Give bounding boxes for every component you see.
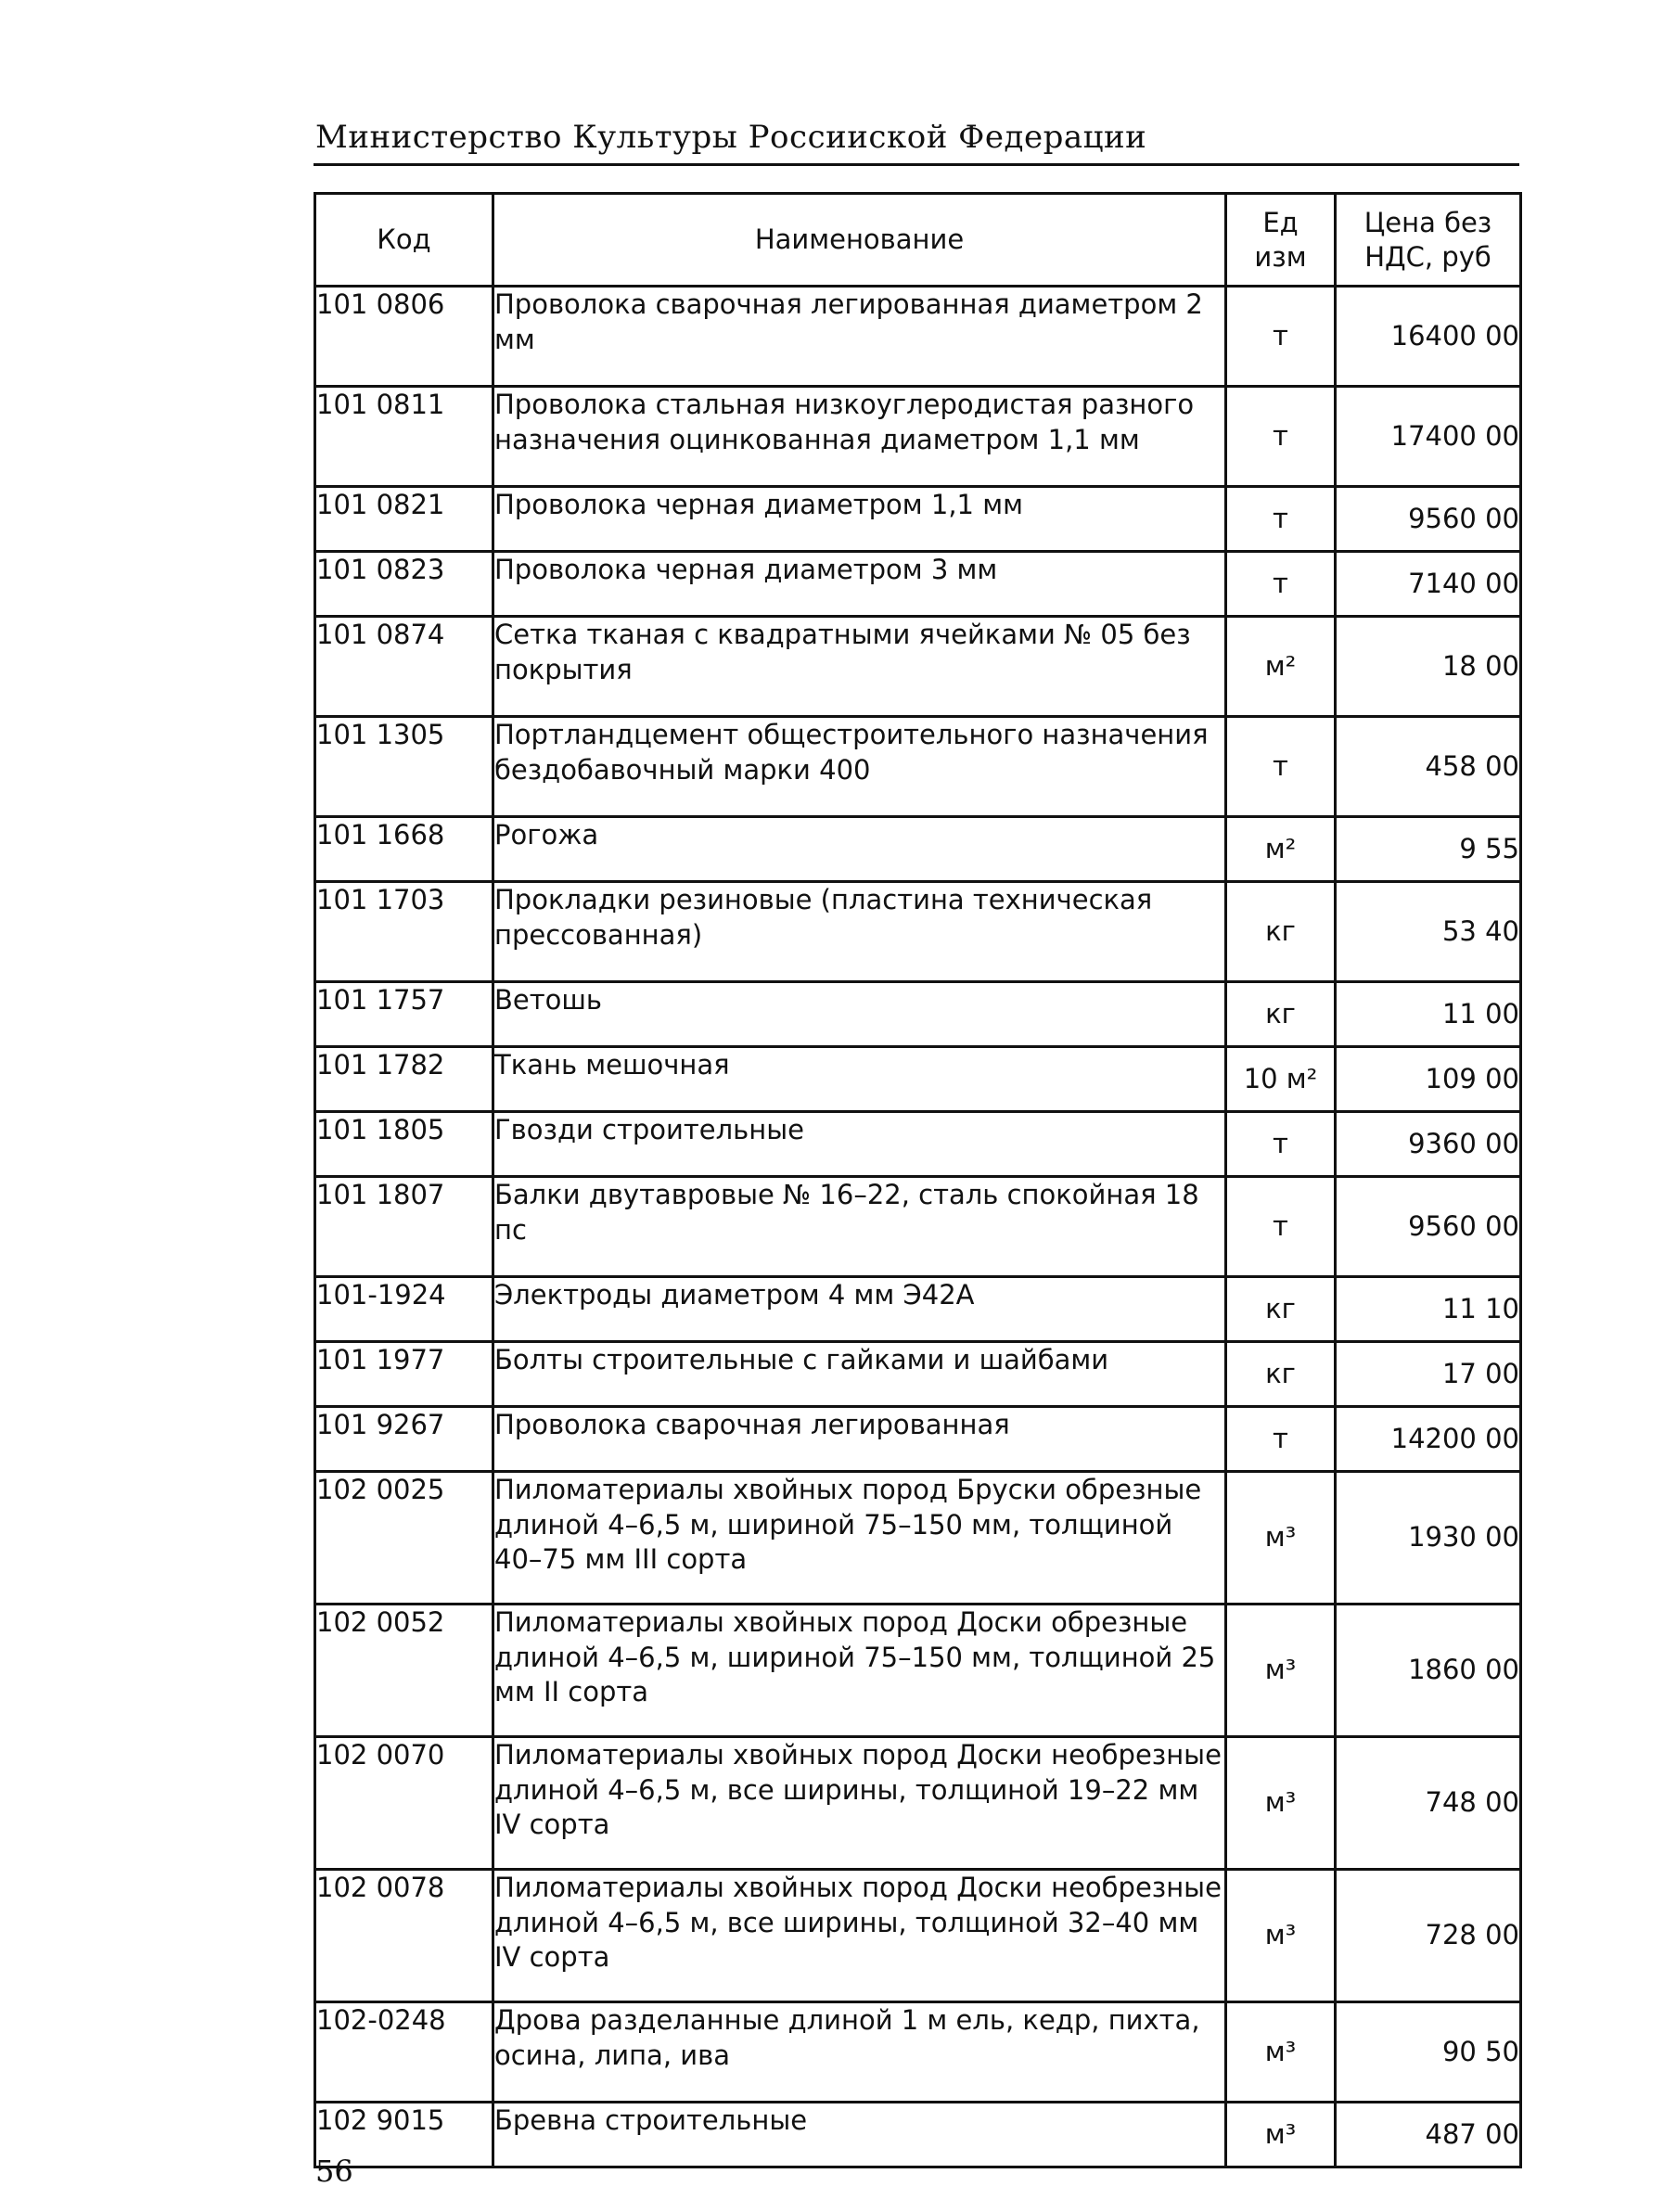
cell-code: 101 0821	[315, 487, 493, 552]
cell-price: 7140 00	[1336, 552, 1521, 617]
unit-value: 10 м²	[1243, 1062, 1318, 1094]
cell-code: 102 0052	[315, 1605, 493, 1737]
cell-code: 101 0874	[315, 617, 493, 717]
cell-name	[493, 1407, 1226, 1472]
cell-code: 101 1807	[315, 1177, 493, 1277]
cell-name	[493, 1177, 1226, 1277]
cell-code: 101 0823	[315, 552, 493, 617]
column-header-name: Наименование	[493, 194, 1226, 287]
cell-name	[493, 982, 1226, 1047]
cell-unit	[1226, 552, 1336, 617]
item-name: Болты строительные с гайками и шайбами	[494, 1344, 1109, 1375]
item-name: Гвозди строительные	[494, 1114, 804, 1145]
cell-code: 102-0248	[315, 2002, 493, 2103]
cell-unit	[1226, 982, 1336, 1047]
table-row	[315, 552, 1521, 617]
cell-price: 9360 00	[1336, 1112, 1521, 1177]
cell-code: 101 1782	[315, 1047, 493, 1112]
unit-value: м²	[1264, 649, 1297, 682]
cell-unit	[1226, 1277, 1336, 1342]
cell-price: 11 10	[1336, 1277, 1521, 1342]
cell-price: 17 00	[1336, 1342, 1521, 1407]
unit-value: м³	[1264, 1786, 1297, 1819]
unit-value: т	[1273, 567, 1288, 599]
cell-price: 11 00	[1336, 982, 1521, 1047]
price-table	[314, 192, 1522, 2168]
table-header-row	[315, 194, 1521, 287]
table-row	[315, 882, 1521, 982]
item-name: Электроды диаметром 4 мм Э42А	[494, 1279, 975, 1311]
cell-unit	[1226, 1870, 1336, 2002]
unit-value: т	[1273, 1127, 1288, 1159]
cell-code: 102 0078	[315, 1870, 493, 2002]
cell-name	[493, 1342, 1226, 1407]
item-name: Бревна строительные	[494, 2104, 808, 2136]
table-row	[315, 1737, 1521, 1870]
cell-code: 101 1305	[315, 717, 493, 817]
cell-code: 101 1703	[315, 882, 493, 982]
cell-code: 101 1977	[315, 1342, 493, 1407]
item-name: Балки двутавровые № 16–22, сталь спокойная 18 пс	[494, 1179, 1199, 1246]
cell-code: 101 1757	[315, 982, 493, 1047]
table-row	[315, 717, 1521, 817]
table-row	[315, 2002, 1521, 2103]
unit-value: м³	[1264, 1521, 1297, 1554]
cell-unit	[1226, 1112, 1336, 1177]
cell-price: 728 00	[1336, 1870, 1521, 2002]
cell-price: 1930 00	[1336, 1472, 1521, 1605]
item-name: Рогожа	[494, 819, 599, 850]
table-row	[315, 1870, 1521, 2002]
item-name: Проволока сварочная легированная диаметром 2 мм	[494, 288, 1203, 355]
cell-code: 101-1924	[315, 1277, 493, 1342]
table-row	[315, 387, 1521, 487]
cell-code: 102 0025	[315, 1472, 493, 1605]
item-name: Проволока сварочная легированная	[494, 1409, 1010, 1440]
cell-price: 487 00	[1336, 2103, 1521, 2167]
cell-name	[493, 1047, 1226, 1112]
cell-name	[493, 1737, 1226, 1870]
item-name: Пиломатериалы хвойных пород Доски необрезные длиной 4–6,5 м, все ширины, толщиной 32–40 мм IV сорта	[494, 1872, 1222, 1974]
cell-price: 16400 00	[1336, 287, 1521, 387]
item-name: Дрова разделанные длиной 1 м ель, кедр, пихта, осина, липа, ива	[494, 2004, 1200, 2071]
item-name: Проволока стальная низкоуглеродистая разного назначения оцинкованная диаметром 1,1 мм	[494, 389, 1195, 455]
unit-value: м³	[1264, 2035, 1297, 2067]
column-header-price: Цена без НДС, руб	[1336, 194, 1521, 287]
cell-price: 53 40	[1336, 882, 1521, 982]
cell-code: 101 1668	[315, 817, 493, 882]
item-name: Сетка тканая с квадратными ячейками № 05 без покрытия	[494, 619, 1191, 685]
cell-code: 101 1805	[315, 1112, 493, 1177]
item-name: Ветошь	[494, 984, 602, 1016]
cell-name	[493, 2002, 1226, 2103]
column-header-unit: Ед изм	[1226, 194, 1336, 287]
cell-unit	[1226, 1407, 1336, 1472]
unit-value: кг	[1265, 1357, 1296, 1389]
cell-unit	[1226, 287, 1336, 387]
table-row	[315, 287, 1521, 387]
cell-code: 102 9015	[315, 2103, 493, 2167]
cell-price: 9 55	[1336, 817, 1521, 882]
cell-code: 101 0811	[315, 387, 493, 487]
cell-code: 101 9267	[315, 1407, 493, 1472]
cell-name	[493, 617, 1226, 717]
cell-unit	[1226, 1737, 1336, 1870]
table-row	[315, 617, 1521, 717]
cell-unit	[1226, 617, 1336, 717]
table-row	[315, 1047, 1521, 1112]
unit-value: т	[1273, 319, 1288, 352]
cell-name	[493, 1605, 1226, 1737]
column-header-code: Код	[315, 194, 493, 287]
cell-price: 14200 00	[1336, 1407, 1521, 1472]
cell-name	[493, 487, 1226, 552]
cell-price: 9560 00	[1336, 487, 1521, 552]
cell-unit	[1226, 882, 1336, 982]
header-rule	[314, 163, 1519, 166]
cell-unit	[1226, 387, 1336, 487]
cell-price: 17400 00	[1336, 387, 1521, 487]
cell-name	[493, 882, 1226, 982]
unit-value: т	[1273, 502, 1288, 534]
cell-unit	[1226, 2002, 1336, 2103]
table-row	[315, 2103, 1521, 2167]
table-row	[315, 487, 1521, 552]
unit-value: кг	[1265, 997, 1296, 1029]
item-name: Ткань мешочная	[494, 1049, 730, 1080]
item-name: Пиломатериалы хвойных пород Доски обрезные длиной 4–6,5 м, шириной 75–150 мм, толщиной 25 мм II сорта	[494, 1606, 1216, 1708]
cell-unit	[1226, 1177, 1336, 1277]
table-row	[315, 1277, 1521, 1342]
table-row	[315, 1342, 1521, 1407]
cell-name	[493, 387, 1226, 487]
item-name: Портландцемент общестроительного назначения бездобавочный марки 400	[494, 719, 1209, 786]
cell-unit	[1226, 817, 1336, 882]
cell-price: 18 00	[1336, 617, 1521, 717]
item-name: Пиломатериалы хвойных пород Бруски обрезные длиной 4–6,5 м, шириной 75–150 мм, толщиной 40–75 мм III сорта	[494, 1474, 1202, 1576]
cell-name	[493, 2103, 1226, 2167]
cell-name	[493, 552, 1226, 617]
item-name: Прокладки резиновые (пластина техническая прессованная)	[494, 884, 1153, 951]
unit-value: кг	[1265, 1292, 1296, 1324]
unit-value: м³	[1264, 1919, 1297, 1951]
unit-value: т	[1273, 749, 1288, 782]
cell-unit	[1226, 1472, 1336, 1605]
cell-code: 101 0806	[315, 287, 493, 387]
unit-value: м²	[1264, 832, 1297, 864]
cell-unit	[1226, 1047, 1336, 1112]
cell-price: 458 00	[1336, 717, 1521, 817]
unit-value: кг	[1265, 914, 1296, 947]
cell-price: 1860 00	[1336, 1605, 1521, 1737]
table-row	[315, 1407, 1521, 1472]
unit-value: м³	[1264, 2117, 1297, 2150]
unit-value: т	[1273, 1422, 1288, 1454]
cell-name	[493, 1277, 1226, 1342]
unit-value: т	[1273, 419, 1288, 452]
cell-unit	[1226, 717, 1336, 817]
item-name: Проволока черная диаметром 3 мм	[494, 554, 998, 585]
cell-name	[493, 287, 1226, 387]
table-row	[315, 817, 1521, 882]
cell-name	[493, 717, 1226, 817]
cell-unit	[1226, 1605, 1336, 1737]
cell-name	[493, 1870, 1226, 2002]
cell-price: 109 00	[1336, 1047, 1521, 1112]
cell-unit	[1226, 2103, 1336, 2167]
item-name: Проволока черная диаметром 1,1 мм	[494, 489, 1023, 520]
cell-unit	[1226, 487, 1336, 552]
cell-code: 102 0070	[315, 1737, 493, 1870]
item-name: Пиломатериалы хвойных пород Доски необрезные длиной 4–6,5 м, все ширины, толщиной 19–22 мм IV сорта	[494, 1739, 1222, 1841]
cell-name	[493, 817, 1226, 882]
table-row	[315, 1472, 1521, 1605]
cell-unit	[1226, 1342, 1336, 1407]
table-row	[315, 1112, 1521, 1177]
cell-price: 9560 00	[1336, 1177, 1521, 1277]
unit-value: м³	[1264, 1654, 1297, 1686]
table-row	[315, 982, 1521, 1047]
cell-name	[493, 1112, 1226, 1177]
page-header-title: Министерство Культуры Россииской Федерации	[315, 119, 1147, 156]
table-row	[315, 1605, 1521, 1737]
unit-value: т	[1273, 1209, 1288, 1242]
page-number: 56	[315, 2154, 353, 2189]
cell-price: 748 00	[1336, 1737, 1521, 1870]
cell-name	[493, 1472, 1226, 1605]
cell-price: 90 50	[1336, 2002, 1521, 2103]
table-row	[315, 1177, 1521, 1277]
